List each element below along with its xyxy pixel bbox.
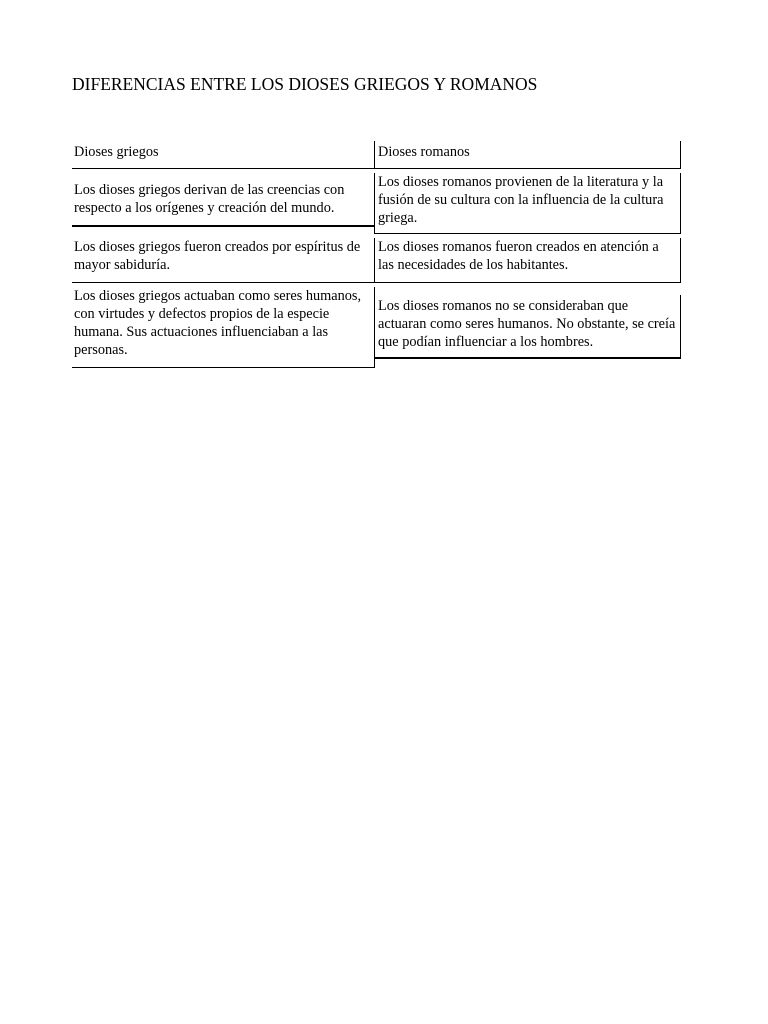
roman-gods-row-2: Los dioses romanos fueron creados en atención a las necesidades de los habitantes. [374, 238, 681, 283]
roman-gods-row-3: Los dioses romanos no se consideraban que actuaran como seres humanos. No obstante, se creía que podían influenciar a los hombres. [374, 295, 681, 359]
header-greek-gods: Dioses griegos [72, 143, 374, 169]
greek-gods-row-2: Los dioses griegos fueron creados por espíritus de mayor sabiduría. [72, 238, 374, 283]
page-title: DIFERENCIAS ENTRE LOS DIOSES GRIEGOS Y ROMANOS [72, 74, 538, 94]
roman-gods-row-1: Los dioses romanos provienen de la literatura y la fusión de su cultura con la influencia de la cultura griega. [374, 173, 681, 234]
greek-gods-row-1: Los dioses griegos derivan de las creencias con respecto a los orígenes y creación del mundo. [72, 181, 374, 227]
header-roman-gods: Dioses romanos [374, 141, 681, 169]
greek-gods-row-3: Los dioses griegos actuaban como seres humanos, con virtudes y defectos propios de la especie humana. Sus actuaciones influenciaban a las personas. [72, 287, 375, 368]
